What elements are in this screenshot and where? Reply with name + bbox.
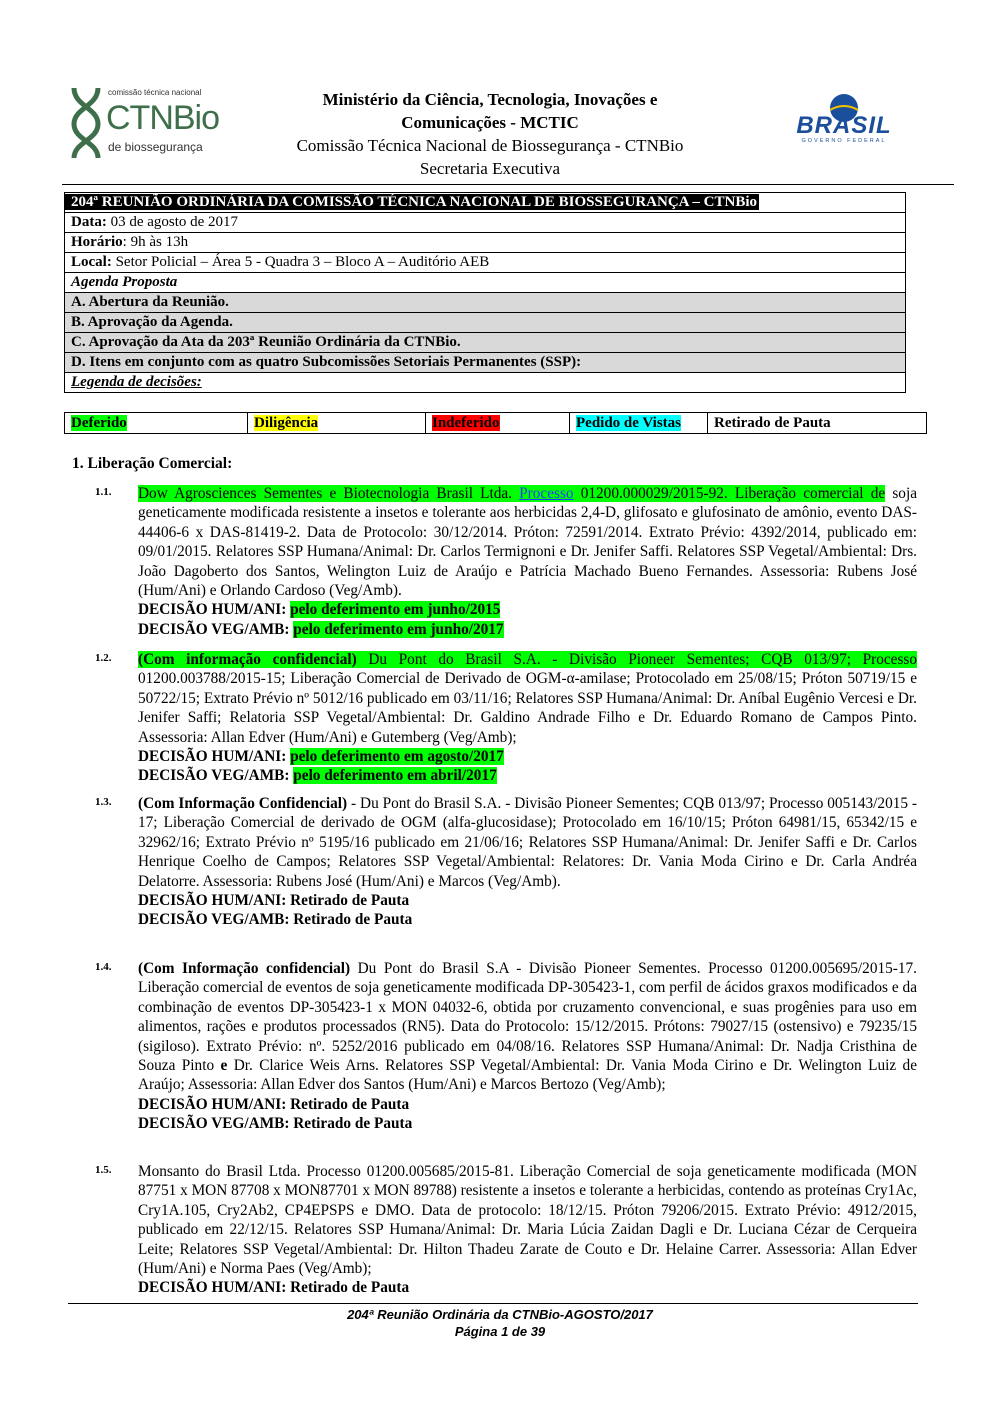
page-header: [260, 88, 720, 180]
decision-veg: DECISÃO VEG/AMB: Retirado de Pauta: [138, 1115, 413, 1133]
ctnbio-logo: [68, 86, 243, 160]
date-label: Data:: [71, 214, 107, 230]
decision-label: DECISÃO HUM/ANI:: [138, 601, 291, 619]
item-number: 1.3.: [95, 796, 112, 808]
decision-label: DECISÃO VEG/AMB:: [138, 620, 294, 638]
header-line1: Ministério da Ciência, Tecnologia, Inovações e: [322, 90, 658, 109]
place-label: Local:: [71, 254, 112, 270]
logo-sub: de biossegurança: [108, 140, 203, 154]
legend-vistas: [569, 413, 707, 433]
legend-diligencia: [247, 413, 425, 433]
header-line4: Secretaria Executiva: [419, 159, 561, 178]
footer-title: 204ª Reunião Ordinária da CTNBio-AGOSTO/2017: [347, 1307, 653, 1322]
legend-vistas-label: Pedido de Vistas: [576, 415, 682, 431]
page-footer: [0, 1306, 1000, 1340]
item-text: [138, 794, 917, 930]
agenda-table: [64, 192, 906, 393]
agenda-place-row: [65, 252, 905, 272]
list-item: [95, 794, 917, 930]
item-bold: (Com informação confidencial): [138, 651, 357, 668]
list-item: [95, 1162, 917, 1298]
item-highlight: 01200.000029/2015-92. Liberação comercial de: [573, 485, 886, 502]
governo-federal: GOVERNO FEDERAL: [801, 138, 887, 144]
item-number: 1.2.: [95, 652, 112, 664]
decision-label: DECISÃO VEG/AMB:: [138, 767, 294, 785]
item-body: 01200.003788/2015-15; Liberação Comercial de Derivado de OGM-α-amilase; Protocolado em 25/08/15; Próton 50719/15 e 50722/15; Extrato Prévio nº 5012/16 publicado em 03/11/16; Relatores SSP Humana/Animal: Dr. Aníbal Eugênio Vercesi e Dr. Jenifer Saffi; Relatoria SSP Vegetal/Ambiental: Dr. Galdino Andrade Filho e Dr. Eduardo Romano de Campos Pinto. Assessoria: Allan Edver (Hum/Ani) e Gutemberg (Veg/Amb);: [138, 670, 917, 746]
decision-hum: DECISÃO HUM/ANI: Retirado de Pauta: [138, 1279, 410, 1297]
agenda-time-row: [65, 232, 905, 252]
legend-deferido: [65, 413, 247, 433]
item-text: [138, 650, 917, 786]
agenda-item-c: C. Aprovação da Ata da 203ª Reunião Ordinária da CTNBio.: [65, 332, 905, 352]
item-text: [138, 1162, 917, 1298]
date-value: 03 de agosto de 2017: [106, 214, 239, 230]
brasil-gov-logo: [788, 92, 900, 148]
decision-veg: [138, 620, 917, 639]
item-text: [138, 484, 917, 639]
item-bold: (Com Informação confidencial): [138, 960, 351, 977]
agenda-item-b: B. Aprovação da Agenda.: [65, 312, 905, 332]
processo-link[interactable]: Processo: [519, 485, 574, 502]
agenda-date-row: [65, 212, 905, 232]
place-value: Setor Policial – Área 5 - Quadra 3 – Bloco A – Auditório AEB: [111, 254, 490, 270]
list-item: [95, 959, 917, 1134]
item-body: Dr. Clarice Weis Arns. Relatores SSP Vegetal/Ambiental: Dr. Vania Moda Cirino e Dr. Welington Luiz de Araújo; Assessoria: Allan Edver dos Santos (Hum/Ani) e Marcos Bertozo (Veg/Amb);: [138, 1057, 917, 1094]
footer-rule: [68, 1303, 918, 1304]
decision-hum: DECISÃO HUM/ANI: Retirado de Pauta: [138, 1095, 410, 1113]
legend-retirado: [707, 413, 926, 433]
legend-diligencia-label: Diligência: [254, 415, 319, 431]
logo-small-top: comissão técnica nacional: [108, 88, 202, 97]
agenda-item-a: A. Abertura da Reunião.: [65, 292, 905, 312]
decision-value: pelo deferimento em abril/2017: [293, 767, 497, 785]
page-number: Página 1 de 39: [454, 1324, 546, 1339]
decision-veg: [138, 766, 917, 785]
agenda-item-d: D. Itens em conjunto com as quatro Subcomissões Setoriais Permanentes (SSP):: [65, 352, 905, 372]
legend-heading: Legenda de decisões:: [65, 372, 905, 392]
header-line3: Comissão Técnica Nacional de Biossegurança - CTNBio: [296, 136, 684, 155]
item-highlight: Du Pont do Brasil S.A. - Divisão Pioneer Sementes; CQB 013/97; Processo: [356, 651, 917, 668]
item-bold: e: [220, 1057, 228, 1075]
item-body: Monsanto do Brasil Ltda. Processo 01200.005685/2015-81. Liberação Comercial de soja geneticamente modificada (MON 87751 x MON 87708 x MON87701 x MON 89788) resistente a insetos e tolerante a herbicidas, contendo as proteínas Cry1Ac, Cry1A.105, Cry2Ab2, CP4EPSPS e DMO. Data de protocolo: 18/12/15. Próton 79206/2015. Extrato Prévio: 4912/2015, publicado em 22/12/15. Relatores SSP Humana/Animal: Dr. Maria Lúcia Zaidan Dagli e Dr. Luciana Cézar de Cerqueira Leite; Relatores SSP Vegetal/Ambiental: Dr. Hilton Thadeu Zarate de Couto e Dr. Helaine Carrer. Assessoria: Allan Edver (Hum/Ani) e Norma Paes (Veg/Amb);: [138, 1163, 917, 1278]
agenda-title: 204ª REUNIÃO ORDINÁRIA DA COMISSÃO TÉCNICA NACIONAL DE BIOSSEGURANÇA – CTNBio: [65, 194, 759, 210]
item-body: soja geneticamente modificada resistente a insetos e tolerante aos herbicidas 2,4-D, glifosato e glufosinato de amônio, evento DAS-44406-6 x DAS-81419-2. Data de Protocolo: 30/12/2014. Próton: 72591/2014. Extrato Prévio: 4392/2014, publicado em: 09/01/2015. Relatores SSP Humana/Animal: Dr. Carlos Termignoni e Dr. Jenifer Saffi. Relatores SSP Vegetal/Ambiental: Drs. João Dagoberto dos Santos, Welington Luiz de Araújo e Patrícia Machado Bueno Fernandes. Assessoria: Rubens José (Hum/Ani) e Orlando Cardoso (Veg/Amb).: [138, 485, 917, 600]
list-item: [95, 650, 917, 786]
decision-value: pelo deferimento em agosto/2017: [290, 748, 504, 766]
time-label: Horário: [71, 234, 123, 250]
item-bold: (Com Informação Confidencial): [138, 795, 348, 812]
legend-indeferido-label: Indeferido: [432, 415, 500, 431]
item-text: [138, 959, 917, 1134]
decision-hum: DECISÃO HUM/ANI: Retirado de Pauta: [138, 892, 410, 910]
header-rule: [62, 184, 954, 185]
legend-retirado-label: Retirado de Pauta: [714, 415, 831, 431]
decision-veg: DECISÃO VEG/AMB: Retirado de Pauta: [138, 911, 413, 929]
decision-legend: [64, 412, 927, 434]
decision-hum: [138, 600, 917, 619]
legend-indeferido: [425, 413, 569, 433]
decision-hum: [138, 747, 917, 766]
agenda-proposta: Agenda Proposta: [65, 272, 905, 292]
section-heading: 1. Liberação Comercial:: [72, 455, 233, 472]
logo-brand: CTNBio: [106, 99, 220, 137]
legend-deferido-label: Deferido: [71, 415, 127, 431]
item-number: 1.4.: [95, 961, 112, 973]
agenda-title-row: [65, 193, 905, 212]
decision-value: pelo deferimento em junho/2017: [293, 620, 504, 638]
decision-value: pelo deferimento em junho/2015: [290, 601, 501, 619]
item-body: - Du Pont do Brasil S.A. - Divisão Pioneer Sementes; CQB 013/97; Processo 005143/2015 - 17; Liberação Comercial de derivado de OGM (alfa-glucosidase); Protocolado em 16/10/15; Próton 64981/15, 65342/15 e 32962/16; Extrato Prévio nº 5195/16 publicado em 21/06/16; Relatores SSP Humana/Animal: Dr. Jenifer Saffi e Dr. Carlos Henrique Coelho de Campos; Relatores SSP Vegetal/Ambiental: Relatores: Dr. Vania Moda Cirino e Dr. Carla Andréa Delatorre. Assessoria: Rubens José (Hum/Ani) e Marcos (Veg/Amb).: [138, 795, 917, 890]
header-line2: Comunicações - MCTIC: [401, 113, 579, 132]
brasil-wordmark: BRASIL: [796, 112, 892, 139]
decision-label: DECISÃO HUM/ANI:: [138, 748, 291, 766]
list-item: [95, 484, 917, 639]
item-body: Du Pont do Brasil S.A - Divisão Pioneer Sementes. Processo 01200.005695/2015-17. Liberação comercial de eventos de soja geneticamente modificada DP-305423-1, com perfil de ácidos graxos modificados e da combinação de eventos DP-305423-1 x MON 04032-6, obtida por cruzamento convencional, e suas progênies para uso em alimentos, rações e produtos processados (RN5). Data do Protocolo: 15/12/2015. Prótons: 79027/15 (ostensivo) e 79235/15 (sigiloso). Extrato Prévio: nº. 5252/2016 publicado em 04/08/16. Relatores SSP Humana/Animal: Dr. Nadja Cristhina de Souza Pinto: [138, 960, 917, 1075]
item-number: 1.1.: [95, 486, 112, 498]
time-value: : 9h às 13h: [122, 234, 189, 250]
item-highlight: Dow Agrosciences Sementes e Biotecnologia Brasil Ltda.: [138, 485, 520, 502]
item-number: 1.5.: [95, 1164, 112, 1176]
